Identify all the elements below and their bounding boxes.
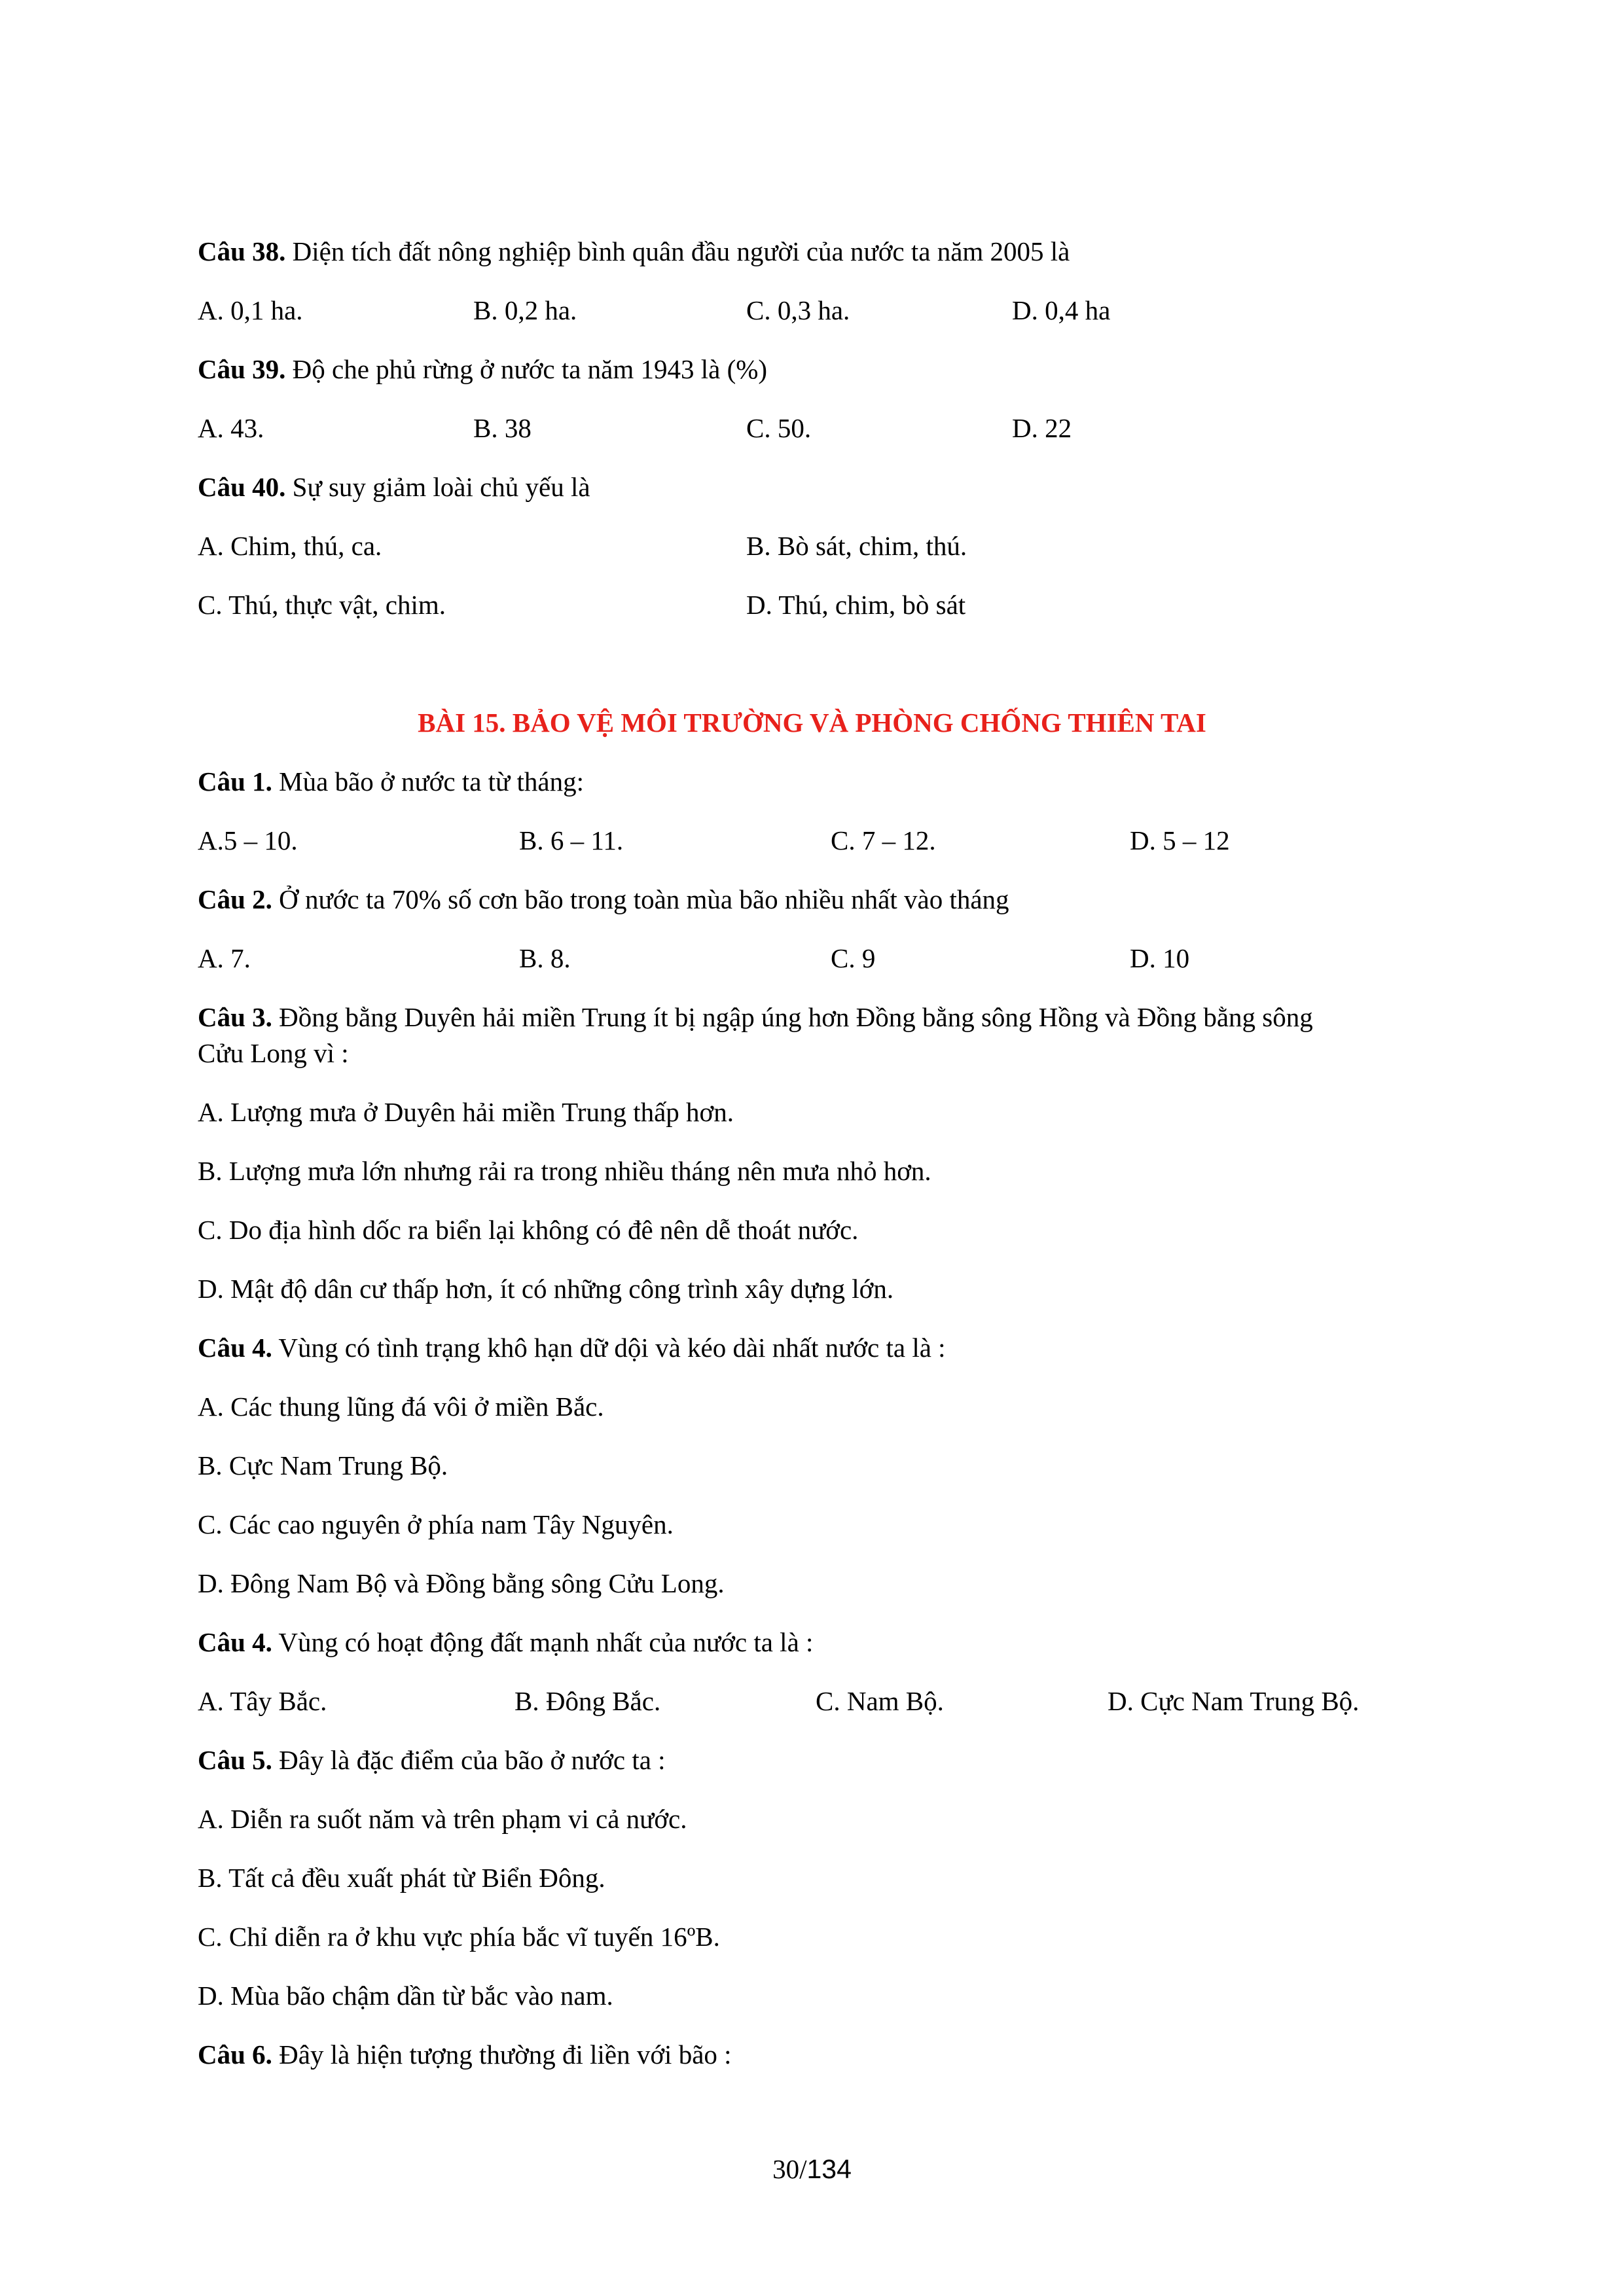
- option-d: D. 0,4 ha: [1012, 295, 1111, 325]
- question-stem: Câu 40. Sự suy giảm loài chủ yếu là: [198, 472, 590, 502]
- question-stem-continued: Cửu Long vì :: [198, 1038, 349, 1068]
- option-b: B. 0,2 ha.: [473, 295, 577, 325]
- option-c: C. Thú, thực vật, chim.: [198, 590, 446, 620]
- option-d: D. Cực Nam Trung Bộ.: [1108, 1686, 1360, 1716]
- question-stem: Câu 5. Đây là đặc điểm của bão ở nước ta :: [198, 1745, 666, 1775]
- option-a: A. Lượng mưa ở Duyên hải miền Trung thấp hơn.: [198, 1097, 734, 1127]
- option-c: C. Do địa hình dốc ra biển lại không có đê nên dễ thoát nước.: [198, 1215, 859, 1245]
- option-c: C. 50.: [746, 413, 812, 443]
- option-b: B. Tất cả đều xuất phát từ Biển Đông.: [198, 1863, 605, 1893]
- question-stem: Câu 6. Đây là hiện tượng thường đi liền với bão :: [198, 2039, 732, 2070]
- page-number: 30/134: [772, 2154, 852, 2184]
- option-a: A. 7.: [198, 943, 251, 973]
- option-b: B. Cực Nam Trung Bộ.: [198, 1450, 448, 1480]
- option-c: C. Nam Bộ.: [816, 1686, 944, 1716]
- question-stem: Câu 2. Ở nước ta 70% số cơn bão trong toàn mùa bão nhiều nhất vào tháng: [198, 884, 1009, 914]
- option-a: A. Các thung lũng đá vôi ở miền Bắc.: [198, 1391, 604, 1422]
- option-a: A.5 – 10.: [198, 825, 298, 855]
- option-a: A. Chim, thú, ca.: [198, 531, 382, 561]
- option-a: A. 43.: [198, 413, 264, 443]
- question-stem: Câu 4. Vùng có hoạt động đất mạnh nhất của nước ta là :: [198, 1627, 814, 1657]
- question-stem: Câu 3. Đồng bằng Duyên hải miền Trung ít bị ngập úng hơn Đồng bằng sông Hồng và Đồng bằng sông: [198, 1002, 1313, 1032]
- option-c: C. Các cao nguyên ở phía nam Tây Nguyên.: [198, 1509, 674, 1539]
- option-d: D. Thú, chim, bò sát: [746, 590, 966, 620]
- option-d: D. 5 – 12: [1130, 825, 1230, 855]
- option-c: C. 9: [831, 943, 876, 973]
- option-d: D. Đông Nam Bộ và Đồng bằng sông Cửu Long.: [198, 1568, 725, 1598]
- option-d: D. 10: [1130, 943, 1190, 973]
- question-stem: Câu 1. Mùa bão ở nước ta từ tháng:: [198, 766, 584, 797]
- question-stem: Câu 4. Vùng có tình trạng khô hạn dữ dội và kéo dài nhất nước ta là :: [198, 1333, 946, 1363]
- option-d: D. Mật độ dân cư thấp hơn, ít có những công trình xây dựng lớn.: [198, 1274, 894, 1304]
- question-stem: Câu 38. Diện tích đất nông nghiệp bình quân đầu người của nước ta năm 2005 là: [198, 236, 1070, 266]
- option-d: D. 22: [1012, 413, 1072, 443]
- option-c: C. 7 – 12.: [831, 825, 936, 855]
- option-a: A. Diễn ra suốt năm và trên phạm vi cả nước.: [198, 1804, 687, 1834]
- option-b: B. Lượng mưa lớn nhưng rải ra trong nhiều tháng nên mưa nhỏ hơn.: [198, 1156, 931, 1186]
- option-b: B. 8.: [519, 943, 571, 973]
- option-d: D. Mùa bão chậm dần từ bắc vào nam.: [198, 1981, 613, 2011]
- section-title: BÀI 15. BẢO VỆ MÔI TRƯỜNG VÀ PHÒNG CHỐNG THIÊN TAI: [418, 708, 1206, 738]
- option-b: B. Bò sát, chim, thú.: [746, 531, 967, 561]
- option-a: A. 0,1 ha.: [198, 295, 303, 325]
- option-b: B. Đông Bắc.: [514, 1686, 661, 1716]
- option-b: B. 38: [473, 413, 532, 443]
- question-stem: Câu 39. Độ che phủ rừng ở nước ta năm 1943 là (%): [198, 354, 768, 384]
- option-c: C. 0,3 ha.: [746, 295, 850, 325]
- option-a: A. Tây Bắc.: [198, 1686, 327, 1716]
- option-c: C. Chỉ diễn ra ở khu vực phía bắc vĩ tuyến 16ºB.: [198, 1922, 720, 1952]
- option-b: B. 6 – 11.: [519, 825, 624, 855]
